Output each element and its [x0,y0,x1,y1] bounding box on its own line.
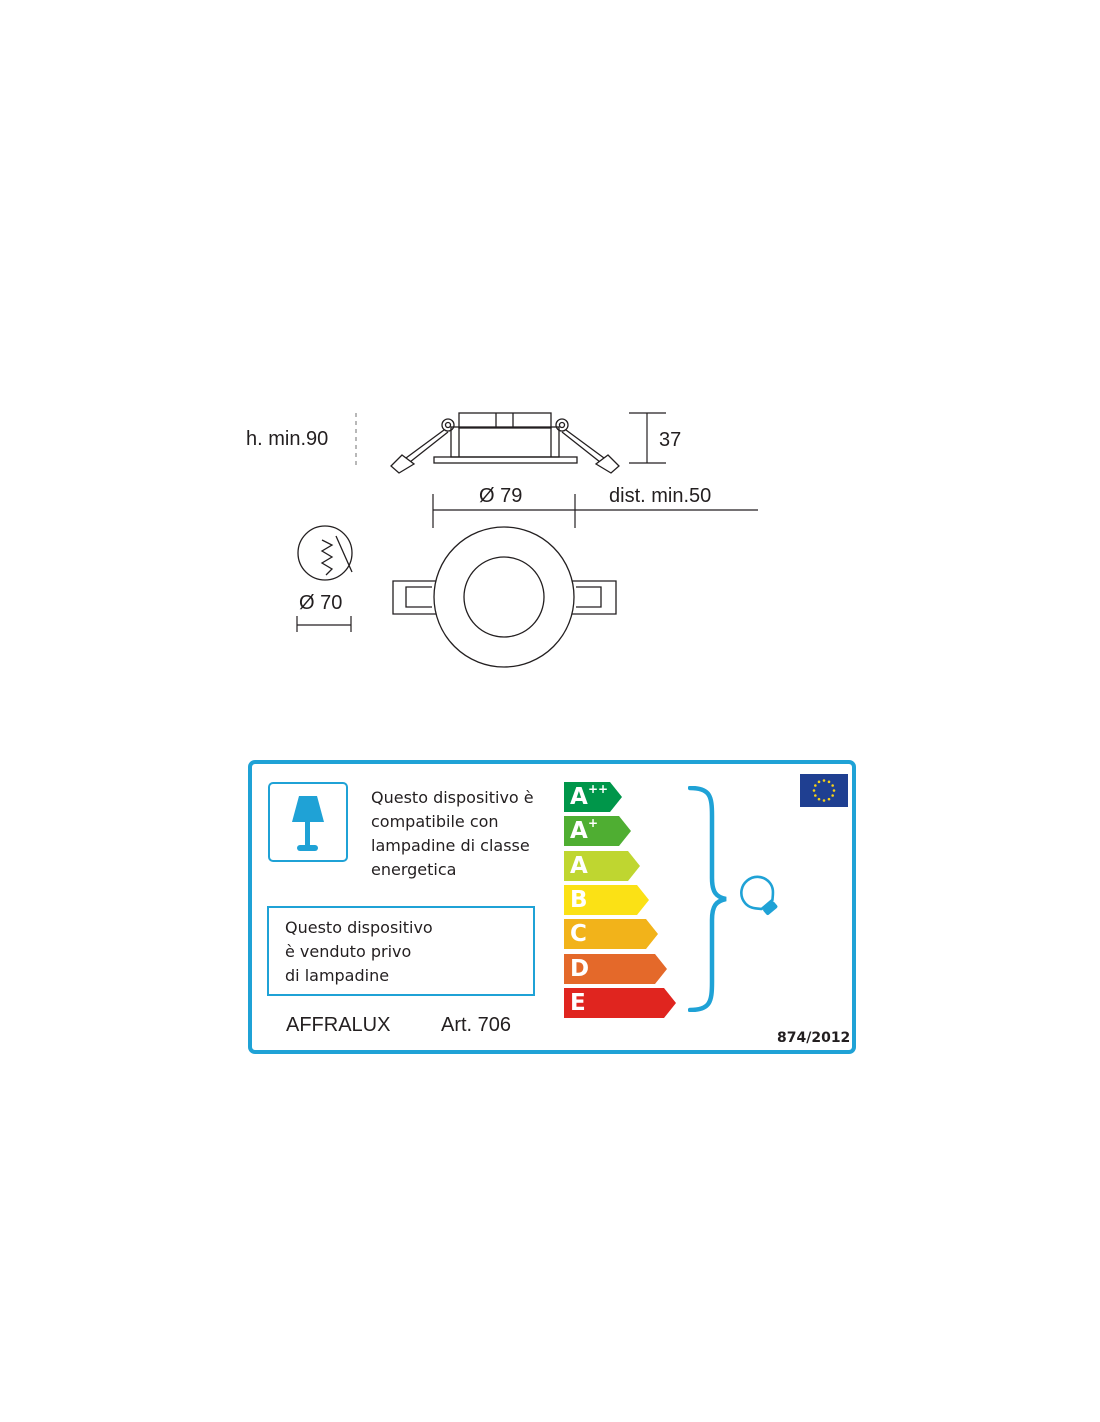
fixture-top-view [393,527,616,667]
energy-class-d [564,954,667,984]
energy-class-letter: A [570,852,588,879]
energy-class-letter: D [570,955,590,982]
fixture-side-view [391,413,619,473]
energy-class-app [564,782,622,812]
energy-label [248,760,856,1054]
cutout-diameter-label: Ø 70 [299,592,343,614]
energy-class-c [564,919,658,949]
article-number: Art. 706 [441,1014,512,1036]
energy-class-letter: A [570,818,588,845]
energy-class-letter: A [570,784,588,810]
energy-class-letter: E [570,989,586,1016]
compatibility-text: Questo dispositivo è compatibile con lampadine di classe energetica [371,788,534,879]
eu-star [823,779,826,782]
energy-class-a [564,851,640,881]
outer-diameter-label: Ø 79 [479,485,523,507]
eu-star [818,798,821,801]
curly-brace [688,786,728,1012]
eu-star [833,789,836,792]
eu-star [828,781,831,784]
energy-class-superscript: + [588,816,599,831]
eu-star [818,781,821,784]
cutout-icon [298,526,352,580]
min-distance-label: dist. min.50 [609,485,712,507]
eu-star [814,784,817,787]
eu-flag-icon [800,774,848,807]
energy-class-superscript: ++ [588,782,609,796]
lamp-icon-frame [268,782,348,862]
eu-star [814,794,817,797]
eu-star [831,784,834,787]
sold-without-bulbs-text: Questo dispositivo è venduto privo di lampadine [285,918,433,985]
energy-class-letter: C [570,921,587,948]
eu-star [831,794,834,797]
table-lamp-icon [270,784,346,860]
sold-without-bulbs-box [267,906,535,996]
light-bulb-icon [736,872,786,922]
eu-star [823,799,826,802]
eu-star [828,798,831,801]
energy-class-b [564,885,649,915]
regulation-number: 874/2012 [777,1030,851,1046]
energy-class-letter: B [570,886,588,913]
eu-star [813,789,816,792]
cutout-dimension [297,616,351,632]
energy-class-scale [564,782,684,1022]
brand-name: AFFRALUX [286,1014,391,1036]
energy-class-ap [564,816,631,846]
min-height-label: h. min.90 [246,428,329,450]
frame-height-label: 37 [659,429,682,451]
energy-class-e [564,988,676,1018]
